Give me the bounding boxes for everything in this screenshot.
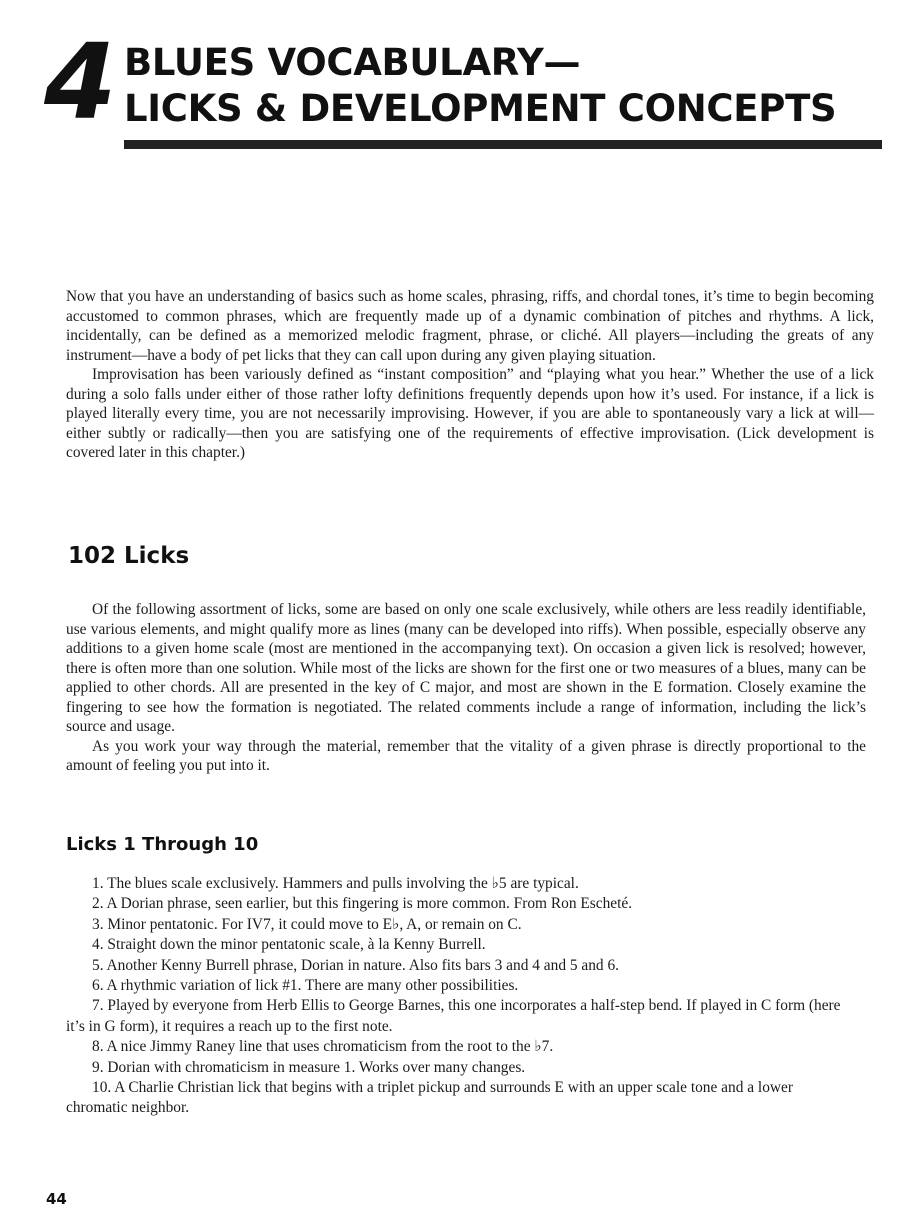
lick-item: 5. Another Kenny Burrell phrase, Dorian in nature. Also fits bars 3 and 4 and 5 and 6. <box>92 956 620 974</box>
lick-list <box>66 874 852 1119</box>
lick-item: 6. A rhythmic variation of lick #1. There are many other possibilities. <box>92 977 519 995</box>
chapter-title-line-2: LICKS & DEVELOPMENT CONCEPTS <box>124 87 837 130</box>
section-paragraph-1: Of the following assortment of licks, some are based on only one scale exclusively, while others are less readily identifiable, use various elements, and might qualify more as lines (many can be developed into riffs). When possible, especially observe any additions to a given home scale (most are mentioned in the accompanying text). On occasion a given lick is resolved; however, there is often more than one solution. While most of the licks are shown for the first one or two measures of a blues, many can be applied to other chords. All are presented in the key of C major, and most are shown in the E formation. Closely examine the fingering to see how the formation is negotiated. The related comments include a range of information, including the lick’s source and usage. <box>66 601 866 735</box>
section-heading: 102 Licks <box>68 543 190 569</box>
intro-text <box>66 287 874 463</box>
section-text <box>66 600 866 776</box>
lick-item: 10. A Charlie Christian lick that begins with a triplet pickup and surrounds E with an upper scale tone and a lower chromatic neighbor. <box>66 1079 793 1117</box>
page-number: 44 <box>46 1190 67 1208</box>
lick-item: 3. Minor pentatonic. For IV7, it could move to E♭, A, or remain on C. <box>92 915 522 933</box>
lick-item: 1. The blues scale exclusively. Hammers and pulls involving the ♭5 are typical. <box>92 875 579 892</box>
section-paragraph-2: As you work your way through the material, remember that the vitality of a given phrase is directly proportional to the amount of feeling you put into it. <box>66 737 866 774</box>
lick-item: 7. Played by everyone from Herb Ellis to George Barnes, this one incorporates a half-step bend. If played in C form (here it’s in G form), it requires a reach up to the first note. <box>66 997 841 1035</box>
lick-item: 4. Straight down the minor pentatonic scale, à la Kenny Burrell. <box>92 936 486 954</box>
lick-item: 8. A nice Jimmy Raney line that uses chromaticism from the root to the ♭7. <box>92 1038 554 1056</box>
chapter-number: 4 <box>44 21 113 143</box>
title-underline-rule <box>124 140 882 149</box>
lick-item: 9. Dorian with chromaticism in measure 1. Works over many changes. <box>92 1058 526 1076</box>
lick-item: 2. A Dorian phrase, seen earlier, but this fingering is more common. From Ron Escheté. <box>92 895 633 913</box>
intro-paragraph-1: Now that you have an understanding of basics such as home scales, phrasing, riffs, and chordal tones, it’s time to begin becoming accustomed to common phrases, which are frequently made up of a dynamic combination of pitches and rhythms. A lick, incidentally, can be defined as a memorized melodic fragment, phrase, or cliché. All players—including the greats of any instrument—have a body of pet licks that they can call upon during any given playing situation. <box>66 288 874 364</box>
intro-paragraph-2: Improvisation has been variously defined as “instant composition” and “playing what you hear.” Whether the use of a lick during a solo falls under either of those rather lofty definitions frequently depends upon how it’s used. For instance, if a lick is played literally every time, you are not necessarily improvising. However, if you are able to spontaneously vary a lick at will—either subtly or radically—then you are satisfying one of the requirements of effective improvisation. (Lick development is covered later in this chapter.) <box>66 366 874 461</box>
subsection-heading: Licks 1 Through 10 <box>66 834 259 855</box>
chapter-title <box>124 40 836 132</box>
chapter-title-line-1: BLUES VOCABULARY— <box>124 41 581 84</box>
